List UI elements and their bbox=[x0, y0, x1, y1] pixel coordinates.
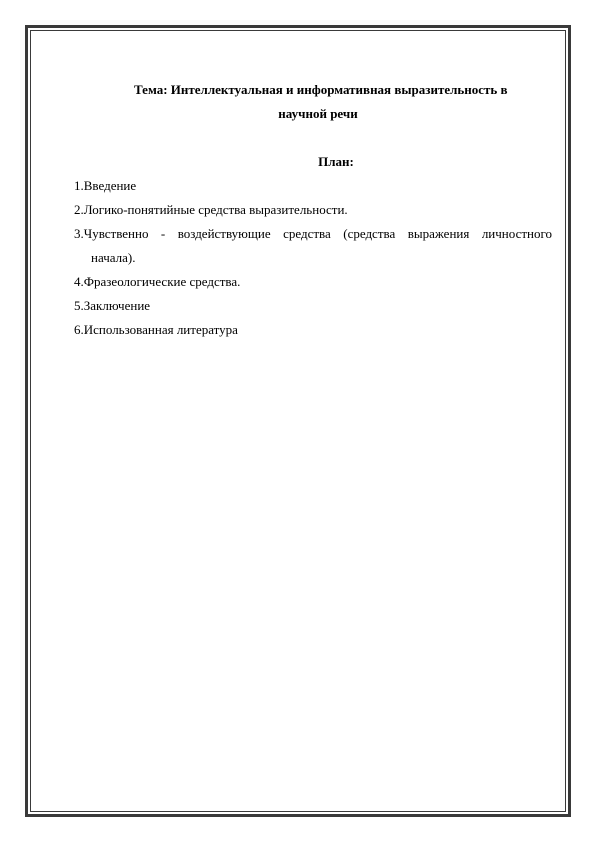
plan-item-text: 1.Введение bbox=[74, 178, 137, 193]
plan-item-text: 4.Фразеологические средства. bbox=[74, 274, 241, 289]
plan-item-introduction bbox=[74, 174, 552, 198]
plan-item-phraseological-means bbox=[74, 270, 552, 294]
plan-item-text-continuation: начала). bbox=[91, 250, 136, 265]
plan-item-text: 3.Чувственно - воздействующие средства (средства выражения личностного bbox=[74, 226, 552, 241]
page-border-inner bbox=[30, 30, 566, 812]
plan-item-logical-means bbox=[74, 198, 552, 222]
title-line-1: Тема: Интеллектуальная и информативная выразительность в bbox=[134, 82, 508, 97]
plan-item-sensory-means bbox=[74, 222, 552, 270]
plan-list bbox=[74, 174, 552, 342]
plan-item-references bbox=[74, 318, 552, 342]
plan-item-conclusion bbox=[74, 294, 552, 318]
plan-item-text: 5.Заключение bbox=[74, 298, 151, 313]
title-line-2: научной речи bbox=[278, 106, 358, 121]
plan-item-text: 2.Логико-понятийные средства выразительности. bbox=[74, 202, 348, 217]
plan-heading: План: bbox=[318, 154, 354, 169]
document-title bbox=[60, 78, 536, 126]
plan-item-text: 6.Использованная литература bbox=[74, 322, 238, 337]
